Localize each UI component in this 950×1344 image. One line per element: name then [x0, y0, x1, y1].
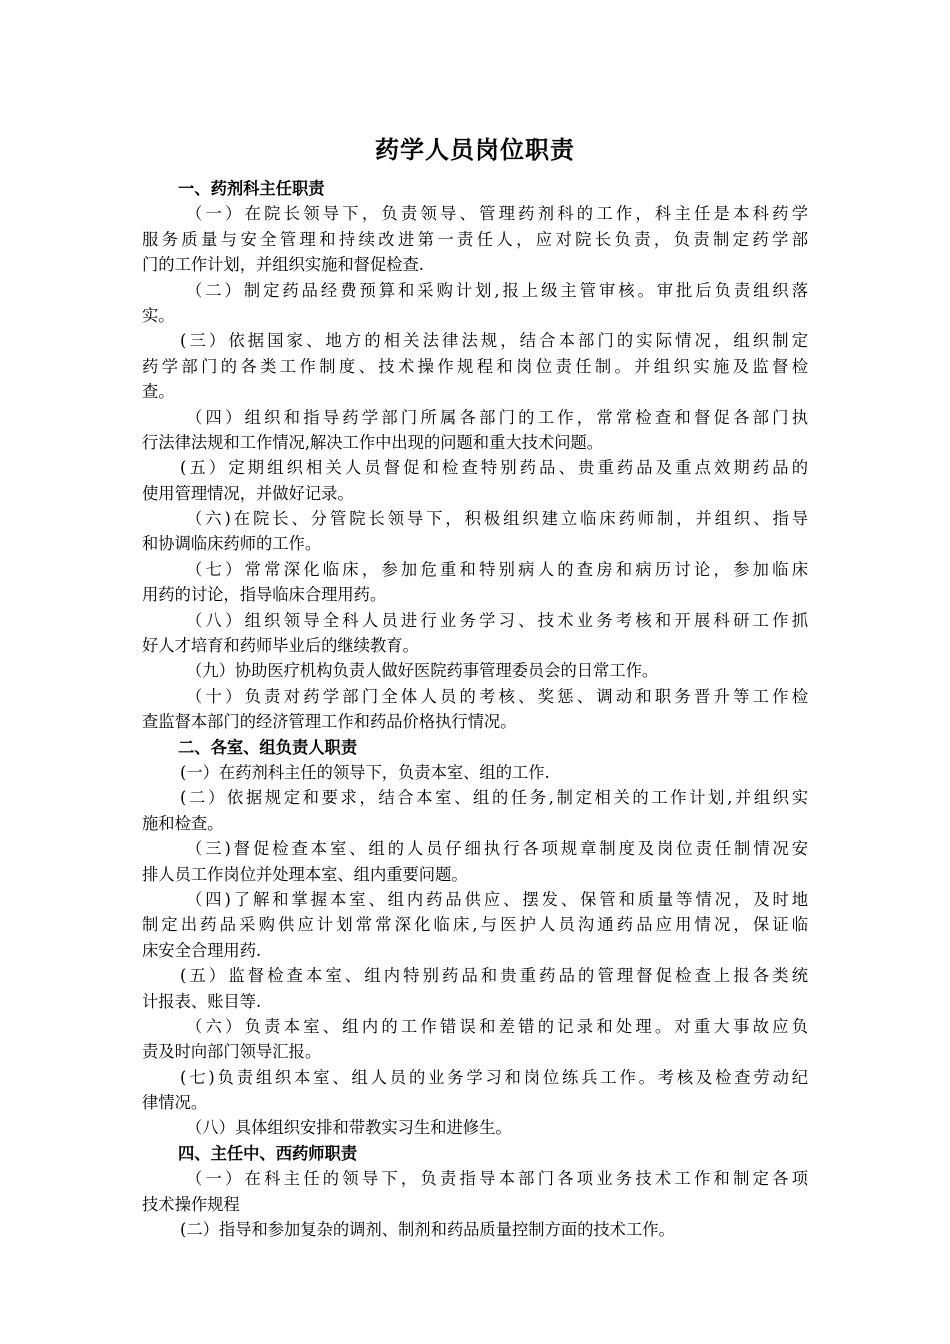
paragraph-line: （九）协助医疗机构负责人做好医院药事管理委员会的日常工作。: [186, 661, 659, 681]
paragraph: [142, 278, 808, 329]
paragraph-line: 查监督本部门的经济管理工作和药品价格执行情况。: [142, 712, 517, 732]
paragraph-line: (五）定期组织相关人员督促和检查特别药品、贵重药品及重点效期药品的: [180, 458, 808, 478]
paragraph-line: （三)督促检查本室、组的人员仔细执行各项规章制度及岗位责任制情况安: [186, 839, 808, 859]
paragraph-line: （一）在科主任的领导下，负责指导本部门各项业务技术工作和制定各项: [186, 1169, 808, 1189]
paragraph: [142, 760, 808, 785]
paragraph-line: （十）负责对药学部门全体人员的考核、奖惩、调动和职务晋升等工作检: [186, 686, 808, 706]
document-title: 药学人员岗位职责: [375, 135, 575, 164]
paragraph-line: (三）依据国家、地方的相关法律法规，结合本部门的实际情况，组织制定: [180, 331, 808, 351]
paragraph-line: 床安全合理用药.: [142, 940, 262, 960]
paragraph-line: （八）具体组织安排和带教实习生和进修生。: [186, 1118, 512, 1138]
paragraph-line: （四）组织和指导药学部门所属各部门的工作，常常检查和督促各部门执: [186, 407, 808, 427]
paragraph: [142, 658, 808, 683]
paragraph-line: 排人员工作岗位并处理本室、组内重要问题。: [142, 864, 468, 884]
paragraph-line: 查。: [142, 382, 175, 402]
paragraph-line: 实。: [142, 305, 175, 325]
paragraph: [142, 201, 808, 277]
paragraph-line: （四)了解和掌握本室、组内药品供应、摆发、保管和质量等情况，及时地: [186, 889, 808, 909]
paragraph: [142, 405, 808, 456]
paragraph-line: （一）在院长领导下，负责领导、管理药剂科的工作，科主任是本科药学: [186, 204, 808, 224]
paragraph: [142, 684, 808, 735]
paragraph-line: （七）常常深化临床，参加危重和特别病人的查房和病历讨论，参加临床: [186, 559, 808, 579]
paragraph-line: (五）监督检查本室、组内特别药品和贵重药品的管理督促检查上报各类统: [180, 966, 808, 986]
paragraph-line: 服务质量与安全管理和持续改进第一责任人，应对院长负责，负责制定药学部: [142, 229, 808, 249]
paragraph-line: （六)在院长、分管院长领导下，积极组织建立临床药师制，并组织、指导: [186, 509, 808, 529]
paragraph-line: 技术操作规程: [142, 1194, 240, 1214]
section-heading: 四、主任中、西药师职责: [178, 1143, 358, 1163]
paragraph: [142, 328, 808, 404]
paragraph-line: 门的工作计划，并组织实施和督促检查.: [142, 255, 424, 275]
paragraph-line: 制定出药品采购供应计划常常深化临床,与医护人员沟通药品应用情况，保证临: [142, 915, 808, 935]
paragraph-line: 计报表、账目等.: [142, 991, 262, 1011]
paragraph-line: (二）依据规定和要求，结合本室、组的任务,制定相关的工作计划,并组织实: [180, 788, 808, 808]
paragraph-line: 行法律法规和工作情况,解决工作中出现的问题和重大技术问题。: [142, 432, 604, 452]
paragraph: [142, 785, 808, 836]
paragraph: [142, 1166, 808, 1217]
paragraph-line: （六）负责本室、组内的工作错误和差错的记录和处理。对重大事故应负: [186, 1016, 808, 1036]
paragraph: [142, 1115, 808, 1140]
paragraph-line: 律情况。: [142, 1093, 208, 1113]
paragraph-line: 施和检查。: [142, 813, 224, 833]
paragraph: [142, 963, 808, 1014]
paragraph-line: （二）制定药品经费预算和采购计划,报上级主管审核。审批后负责组织落: [186, 280, 808, 300]
paragraph: [142, 1014, 808, 1065]
paragraph-line: 责及时向部门领导汇报。: [142, 1042, 322, 1062]
paragraph-line: (二）指导和参加复杂的调剂、制剂和药品质量控制方面的技术工作。: [180, 1220, 675, 1240]
paragraph: [142, 506, 808, 557]
paragraph-line: (一）在药剂科主任的领导下，负责本室、组的工作.: [180, 762, 550, 782]
paragraph: [142, 836, 808, 887]
section-heading: 一、药剂科主任职责: [178, 179, 325, 198]
paragraph-line: 用药的讨论，指导临床合理用药。: [142, 585, 387, 605]
paragraph: [142, 608, 808, 659]
paragraph: [142, 455, 808, 506]
paragraph-line: 药学部门的各类工作制度、技术操作规程和岗位责任制。并组织实施及监督检: [142, 356, 808, 376]
paragraph-line: (七)负责组织本室、组人员的业务学习和岗位练兵工作。考核及检查劳动纪: [180, 1067, 808, 1087]
paragraph-line: （八）组织领导全科人员进行业务学习、技术业务考核和开展科研工作抓: [186, 610, 808, 630]
paragraph: [142, 887, 808, 963]
section-heading: 二、各室、组负责人职责: [178, 737, 358, 757]
paragraph-line: 和协调临床药师的工作。: [142, 534, 322, 554]
paragraph: [142, 1217, 808, 1242]
paragraph: [142, 1065, 808, 1116]
document-body: [142, 176, 808, 1242]
paragraph-line: 使用管理情况，并做好记录。: [142, 483, 354, 503]
paragraph-line: 好人才培育和药师毕业后的继续教育。: [142, 636, 419, 656]
paragraph: [142, 557, 808, 608]
